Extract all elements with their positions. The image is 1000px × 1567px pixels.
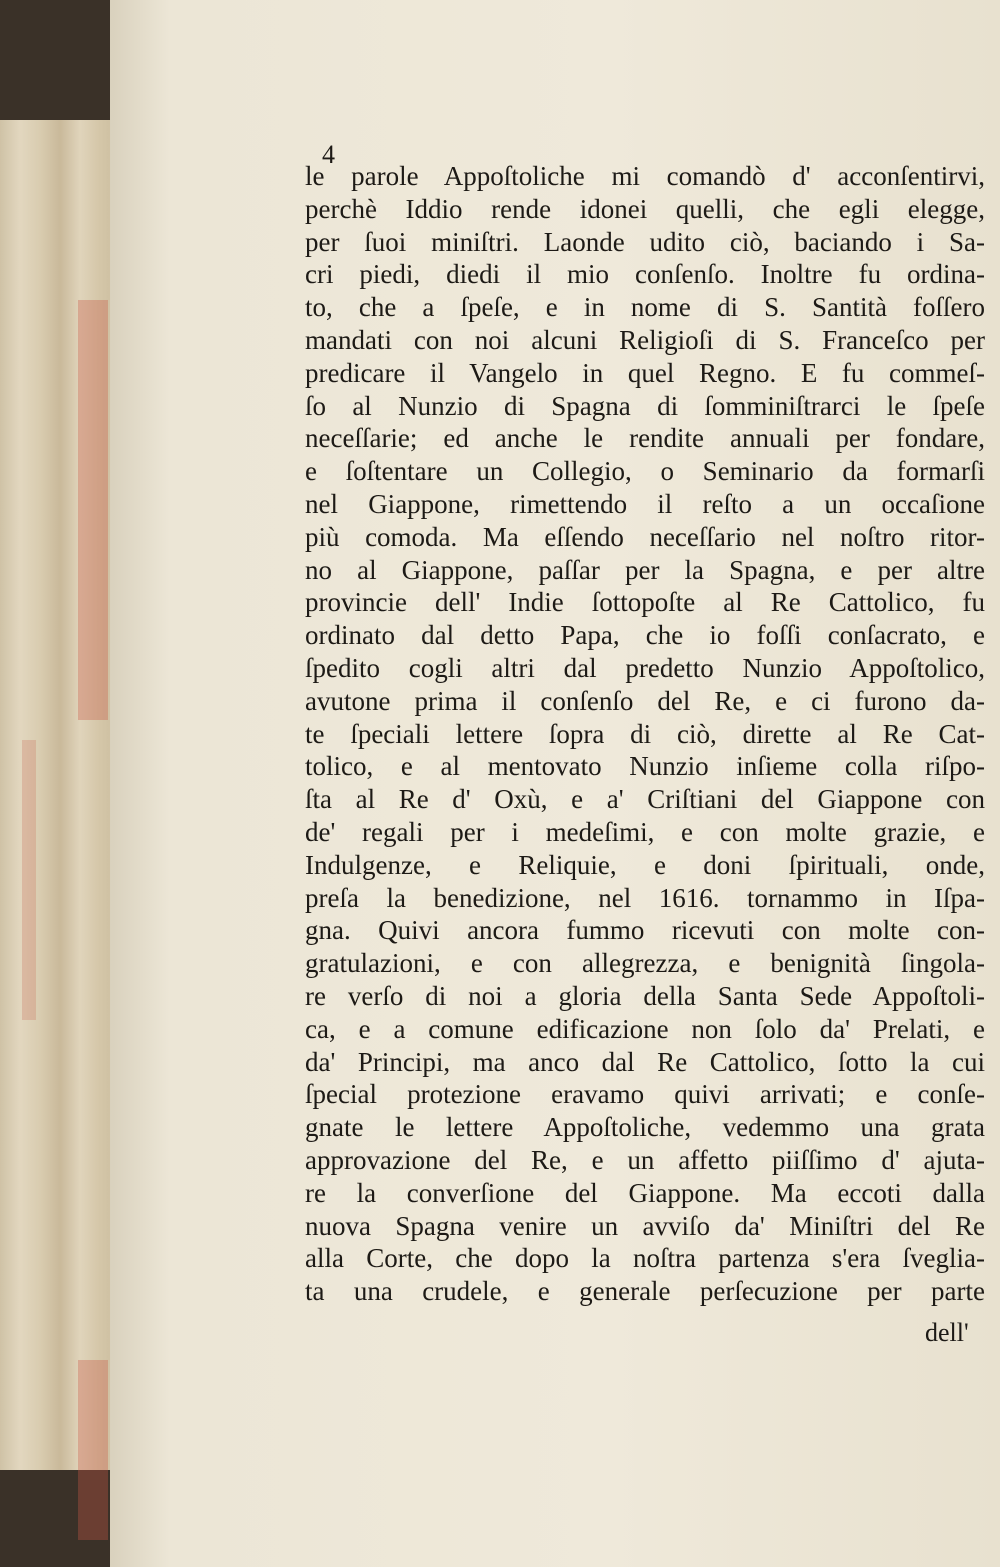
- catchword: dell': [925, 1318, 969, 1347]
- text-line: ta una crudele, e generale perſecuzione per parte: [305, 1276, 985, 1307]
- text-line: tolico, e al mentovato Nunzio inſieme colla riſpo-: [305, 751, 985, 782]
- text-line: predicare il Vangelo in quel Regno. E fu commeſ-: [305, 357, 985, 388]
- text-line: ſta al Re d' Oxù, e a' Criſtiani del Giappone con: [305, 784, 985, 815]
- text-line: gna. Quivi ancora fummo ricevuti con molte con-: [305, 915, 985, 946]
- text-line: e ſoſtentare un Collegio, o Seminario da formarſi: [305, 456, 985, 487]
- text-line: te ſpeciali lettere ſopra di ciò, dirette al Re Cat-: [305, 718, 985, 749]
- body-text: [305, 160, 985, 1308]
- page-number: 4: [322, 140, 335, 169]
- text-line: neceſſarie; ed anche le rendite annuali per fondare,: [305, 423, 985, 454]
- text-line: provincie dell' Indie ſottopoſte al Re Cattolico, fu: [305, 587, 985, 618]
- text-line: nel Giappone, rimettendo il reſto a un occaſione: [305, 488, 985, 519]
- text-line: preſa la benedizione, nel 1616. tornammo in Iſpa-: [305, 882, 985, 913]
- text-line: re verſo di noi a gloria della Santa Sede Appoſtoli-: [305, 980, 985, 1011]
- text-line: alla Corte, che dopo la noſtra partenza s'era ſveglia-: [305, 1243, 985, 1274]
- text-line: mandati con noi alcuni Religioſi di S. Franceſco per: [305, 324, 985, 355]
- text-line: ſpecial protezione eravamo quivi arrivati; e conſe-: [305, 1079, 985, 1110]
- text-line: gnate le lettere Appoſtoliche, vedemmo una grata: [305, 1112, 985, 1143]
- text-line: cri piedi, diedi il mio conſenſo. Inoltre fu ordina-: [305, 259, 985, 290]
- red-edge-stain: [22, 740, 36, 1020]
- text-line: ca, e a comune edificazione non ſolo da' Prelati, e: [305, 1013, 985, 1044]
- text-line: ſo al Nunzio di Spagna di ſomminiſtrarci le ſpeſe: [305, 390, 985, 421]
- red-edge-stain: [78, 1360, 108, 1540]
- text-line: più comoda. Ma eſſendo neceſſario nel noſtro ritor-: [305, 521, 985, 552]
- text-line: de' regali per i medeſimi, e con molte grazie, e: [305, 816, 985, 847]
- red-edge-stain: [78, 300, 108, 720]
- text-line: da' Principi, ma anco dal Re Cattolico, ſotto la cui: [305, 1046, 985, 1077]
- text-line: no al Giappone, paſſar per la Spagna, e per altre: [305, 554, 985, 585]
- text-line: to, che a ſpeſe, e in nome di S. Santità foſſero: [305, 292, 985, 323]
- book-page-edges: [0, 120, 120, 1470]
- text-line: approvazione del Re, e un affetto piiſſimo d' ajuta-: [305, 1144, 985, 1175]
- text-line: ſpedito cogli altri dal predetto Nunzio Appoſtolico,: [305, 652, 985, 683]
- text-line: le parole Appoſtoliche mi comandò d' acconſentirvi,: [305, 161, 985, 191]
- text-line: ordinato dal detto Papa, che io foſſi conſacrato, e: [305, 620, 985, 651]
- text-line: per ſuoi miniſtri. Laonde udito ciò, baciando i Sa-: [305, 226, 985, 257]
- text-line: re la converſione del Giappone. Ma eccoti dalla: [305, 1177, 985, 1208]
- text-line: gratulazioni, e con allegrezza, e benignità ſingola-: [305, 948, 985, 979]
- text-line: Indulgenze, e Reliquie, e doni ſpirituali, onde,: [305, 849, 985, 880]
- text-line: avutone prima il conſenſo del Re, e ci furono da-: [305, 685, 985, 716]
- text-line: nuova Spagna venire un avviſo da' Miniſtri del Re: [305, 1210, 985, 1241]
- text-line: perchè Iddio rende idonei quelli, che egli elegge,: [305, 193, 985, 224]
